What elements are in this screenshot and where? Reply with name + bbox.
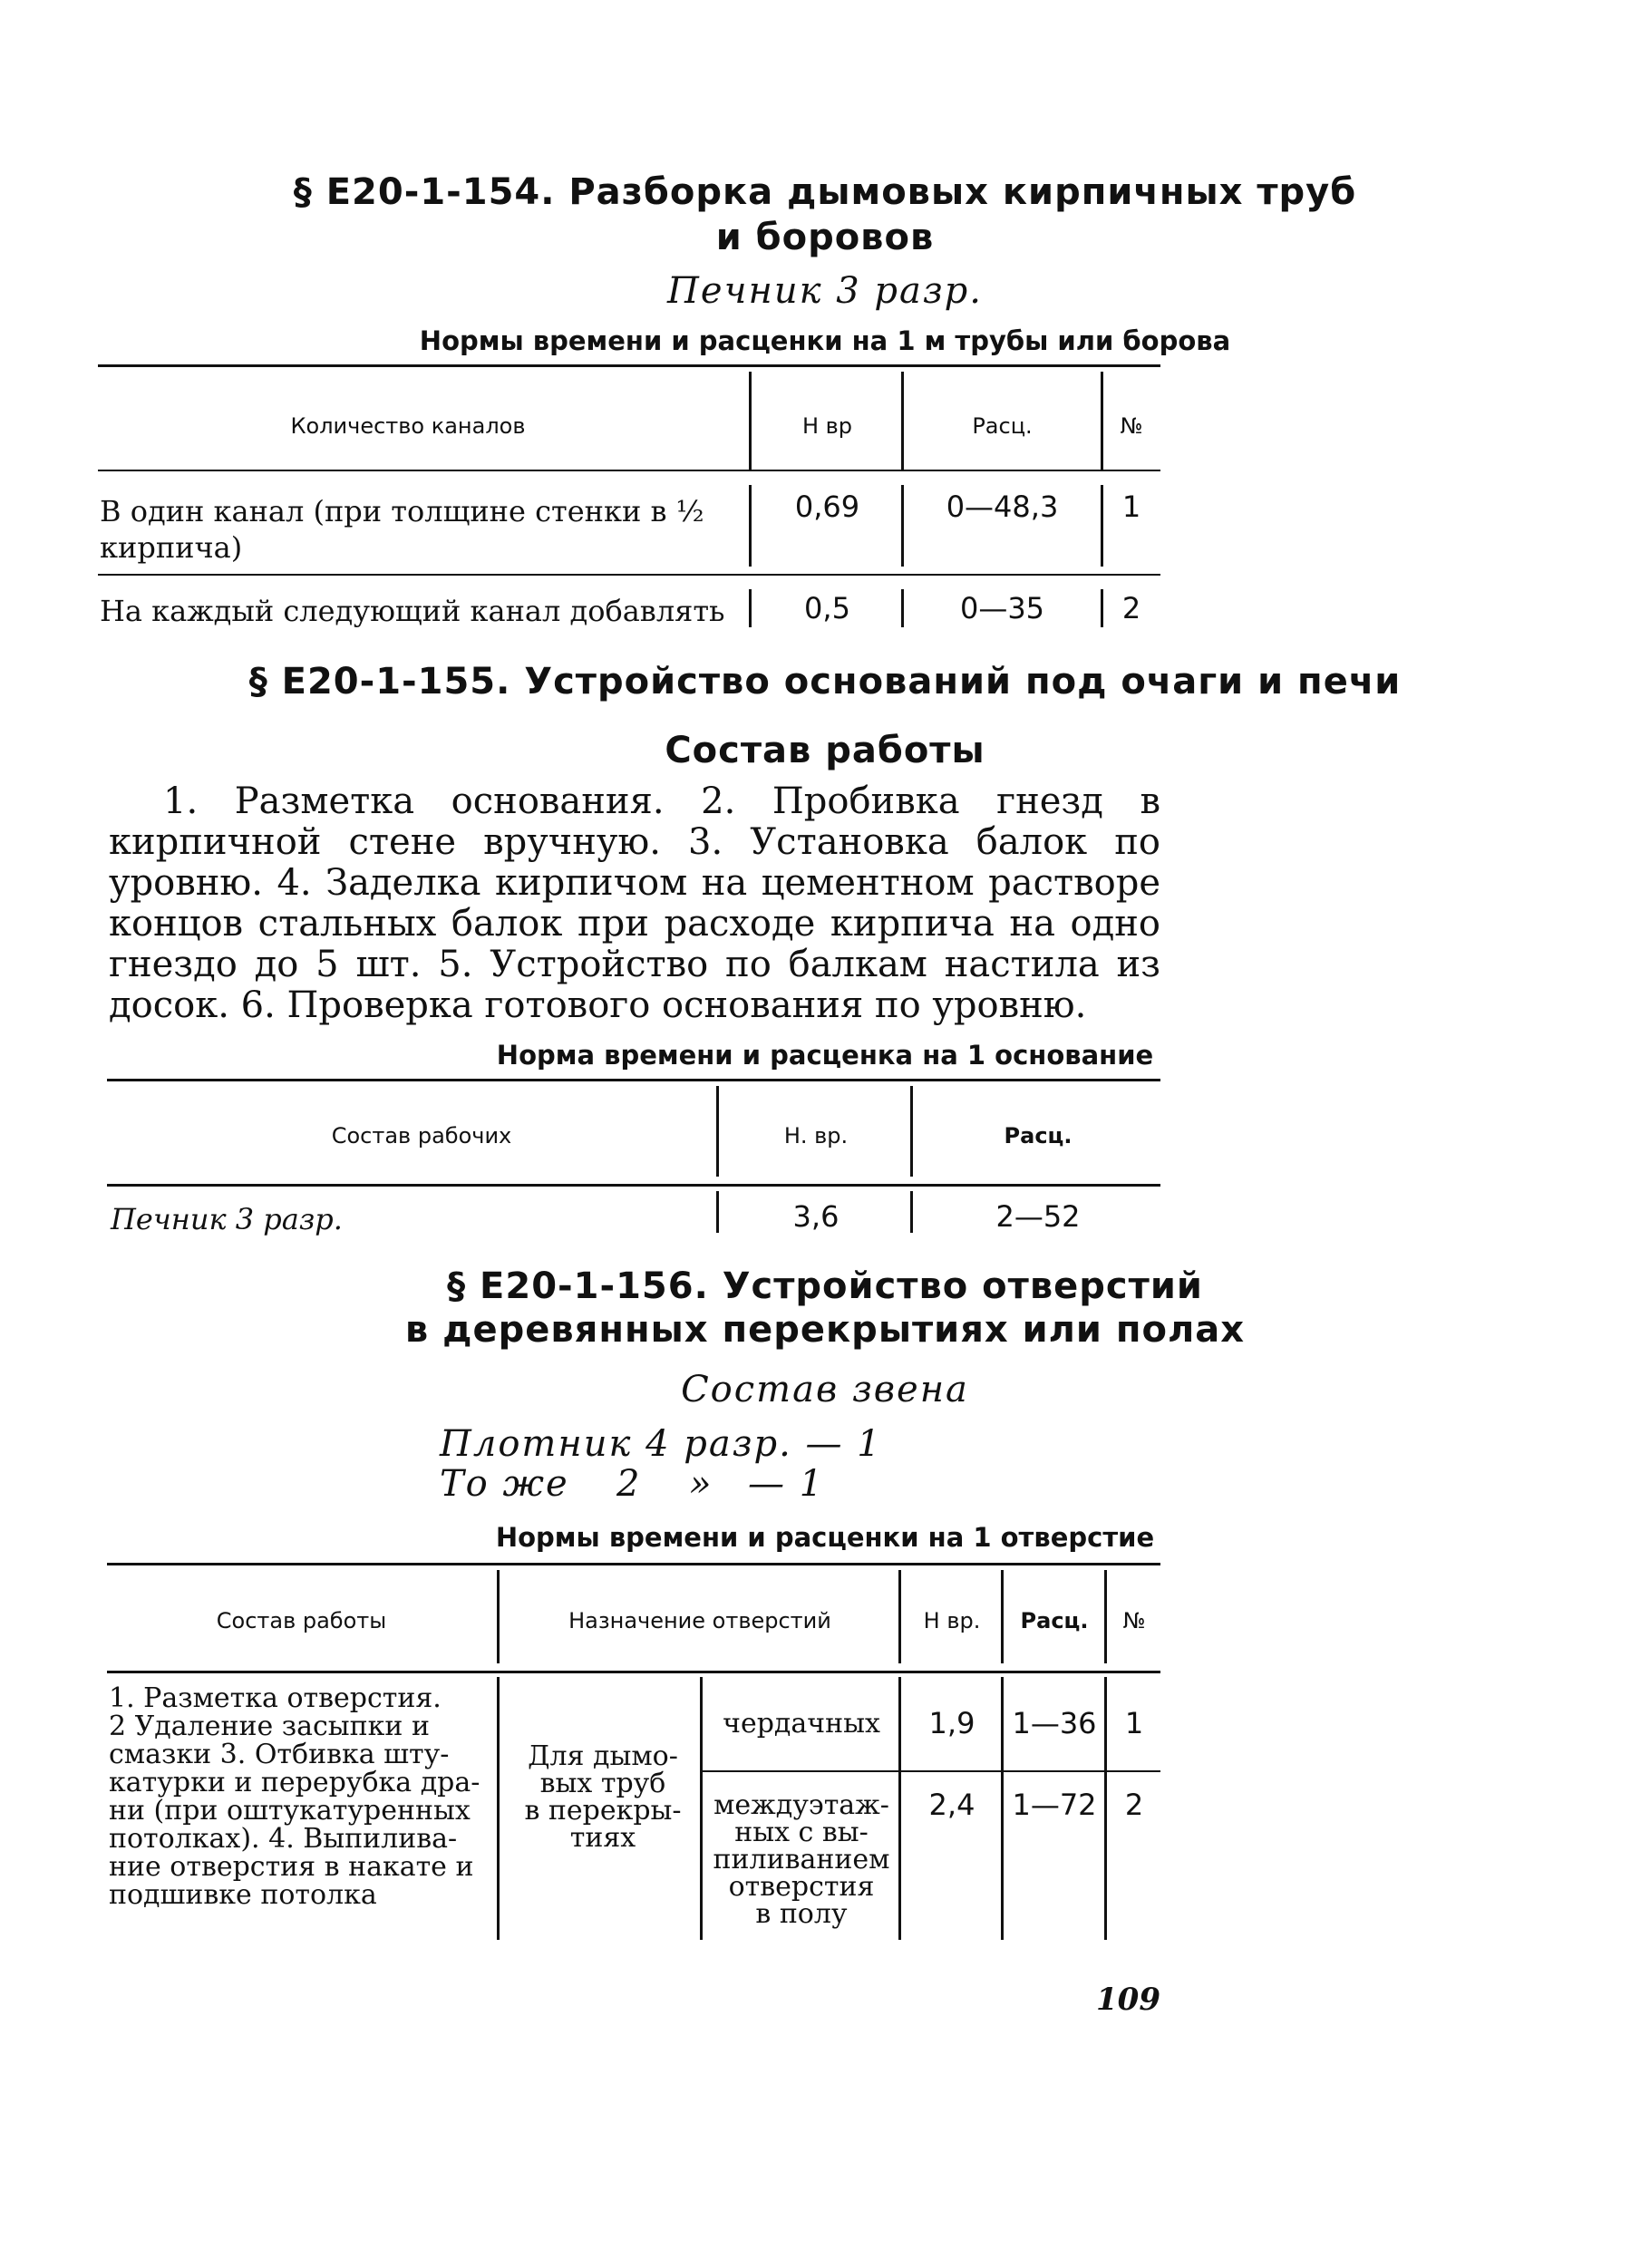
table-154-row1-nvr: 0,69 (794, 489, 860, 524)
section-155-subtitle: Состав работы (665, 730, 985, 771)
table-156-header-nvr: Н вр. (923, 1608, 981, 1633)
table-154-row1-no: 1 (1121, 489, 1141, 524)
table-156-row2-nvr: 2,4 (928, 1788, 975, 1822)
table-156-purpose-line: Для дымо- (528, 1740, 678, 1772)
table-156-row-rule (703, 1770, 1160, 1772)
table-155-vrule-b2 (910, 1191, 913, 1233)
table-156-work-line: потолках). 4. Выпилива- (109, 1823, 458, 1855)
table-155-vrule-a1 (716, 1086, 719, 1177)
table-156-vrule-c2 (898, 1677, 901, 1940)
table-156-vrule-b2 (700, 1677, 703, 1940)
section-156-crew-line2-rank: 2 (616, 1463, 642, 1505)
table-154-vrule-a2 (749, 485, 752, 567)
section-156-table-caption: Нормы времени и расценки на 1 отверстие (495, 1522, 1155, 1553)
table-156-vrule-d1 (1001, 1570, 1004, 1663)
table-156-purpose-line: тиях (569, 1822, 636, 1854)
table-154-row2-nvr: 0,5 (804, 591, 850, 625)
table-156-row1-rasc: 1—36 (1012, 1706, 1097, 1740)
table-154-row2-rasc: 0—35 (959, 591, 1045, 625)
table-155-row-worker: Печник 3 разр. (111, 1202, 343, 1236)
table-156-row2-type-line: пиливанием (713, 1844, 890, 1875)
table-154-vrule-a3 (749, 589, 752, 627)
table-155-header-workers: Состав рабочих (331, 1123, 512, 1149)
table-154-top-rule (98, 364, 1160, 367)
table-154-row1-desc-line2: кирпича) (100, 530, 243, 565)
table-154-row1-desc-line1: В один канал (при толщине стенки в ½ (100, 494, 704, 528)
table-155-row-rasc: 2—52 (995, 1199, 1081, 1234)
table-154-header-nvr: Н вр (801, 413, 853, 439)
section-154-title-line2: и боровов (715, 217, 935, 258)
table-154-vrule-c2 (1101, 485, 1103, 567)
table-156-header-rule (107, 1671, 1160, 1673)
table-156-header-work: Состав работы (216, 1608, 387, 1633)
table-156-row1-no: 1 (1124, 1706, 1144, 1740)
section-155-title: § Е20-1-155. Устройство оснований под очаги и печи (248, 661, 1402, 703)
table-156-row1-nvr: 1,9 (928, 1706, 975, 1740)
table-154-vrule-a1 (749, 372, 752, 470)
table-156-header-purpose: Назначение отверстий (568, 1608, 831, 1633)
table-156-work-line: ни (при оштукатуренных (109, 1795, 471, 1827)
table-154-header-rule (98, 470, 1160, 471)
table-156-work-line: 2 Удаление засыпки и (109, 1711, 430, 1742)
section-155-table-caption: Норма времени и расценка на 1 основание (496, 1040, 1154, 1071)
table-156-row2-type-line: отверстия (728, 1871, 875, 1903)
table-156-vrule-c1 (898, 1570, 901, 1663)
table-155-row-nvr: 3,6 (792, 1199, 840, 1234)
table-156-vrule-e2 (1104, 1677, 1107, 1940)
table-154-row1-rasc: 0—48,3 (946, 489, 1059, 524)
table-155-header-rasc: Расц. (1004, 1123, 1072, 1149)
section-156-title-line2: в деревянных перекрытиях или полах (404, 1309, 1246, 1351)
table-154-vrule-b2 (901, 485, 904, 567)
table-156-work-line: подшивке потолка (109, 1879, 377, 1911)
table-156-purpose-line: вых труб (539, 1768, 666, 1799)
table-156-row2-type-line: в полу (755, 1898, 848, 1930)
table-156-work-line: ние отверстия в накате и (109, 1851, 474, 1883)
table-154-header-quantity: Количество каналов (290, 413, 526, 439)
table-156-row2-type-line: междуэтаж- (713, 1789, 889, 1821)
table-156-top-rule (107, 1563, 1160, 1565)
table-154-vrule-b3 (901, 589, 904, 627)
table-156-vrule-e1 (1104, 1570, 1107, 1663)
table-155-vrule-a2 (716, 1191, 719, 1233)
section-156-crew-line2-count: — 1 (748, 1463, 825, 1505)
section-156-crew-line2-ditto: » (689, 1463, 713, 1505)
table-154-vrule-b1 (901, 372, 904, 470)
table-154-header-rasc: Расц. (972, 413, 1033, 439)
section-154-title-line1: § Е20-1-154. Разборка дымовых кирпичных труб (293, 171, 1357, 213)
section-154-table-caption: Нормы времени и расценки на 1 м трубы или борова (419, 325, 1231, 356)
table-156-vrule-a1 (497, 1570, 500, 1663)
table-155-top-rule (107, 1079, 1160, 1081)
table-154-vrule-c3 (1101, 589, 1103, 627)
table-156-vrule-a2 (497, 1677, 500, 1940)
table-154-row2-no: 2 (1121, 591, 1141, 625)
table-154-vrule-c1 (1101, 372, 1103, 470)
table-156-vrule-d2 (1001, 1677, 1004, 1940)
table-156-work-line: катурки и перерубка дра- (109, 1767, 480, 1798)
table-156-row2-no: 2 (1124, 1788, 1144, 1822)
table-154-header-no: № (1120, 413, 1143, 439)
table-156-work-line: смазки 3. Отбивка шту- (109, 1739, 450, 1770)
table-155-header-nvr: Н. вр. (783, 1123, 849, 1149)
table-156-work-line: 1. Разметка отверстия. (109, 1682, 442, 1714)
table-156-header-rasc: Расц. (1020, 1608, 1089, 1633)
table-155-vrule-b1 (910, 1086, 913, 1177)
table-156-row1-type: чердачных (723, 1708, 880, 1740)
table-155-header-rule (107, 1184, 1160, 1187)
table-156-row2-rasc: 1—72 (1012, 1788, 1097, 1822)
page-number: 109 (1096, 1982, 1160, 2018)
section-155-paragraph: 1. Разметка основания. 2. Пробивка гнезд в кирпичной стене вручную. 3. Установка балок по уровню. 4. Заделка кирпичом на цементном растворе концов стальных балок при расходе кирпича на одно гнездо до 5 шт. 5. Устройство по балкам настила из досок. 6. Проверка готового основания по уровню. (109, 780, 1160, 1026)
table-156-header-no: № (1122, 1608, 1146, 1633)
table-154-row2-desc: На каждый следующий канал добавлять (100, 594, 725, 628)
section-154-worker: Печник 3 разр. (667, 270, 983, 312)
table-156-purpose-line: в перекры- (524, 1795, 682, 1827)
section-156-title-line1: § Е20-1-156. Устройство отверстий (447, 1265, 1203, 1307)
table-154-row-rule (98, 574, 1160, 576)
section-156-crew-title: Состав звена (681, 1369, 969, 1410)
section-156-crew-line2-label: То же (440, 1463, 569, 1505)
table-156-row2-type-line: ных с вы- (734, 1817, 869, 1848)
section-156-crew-line1: Плотник 4 разр. — 1 (440, 1423, 882, 1465)
